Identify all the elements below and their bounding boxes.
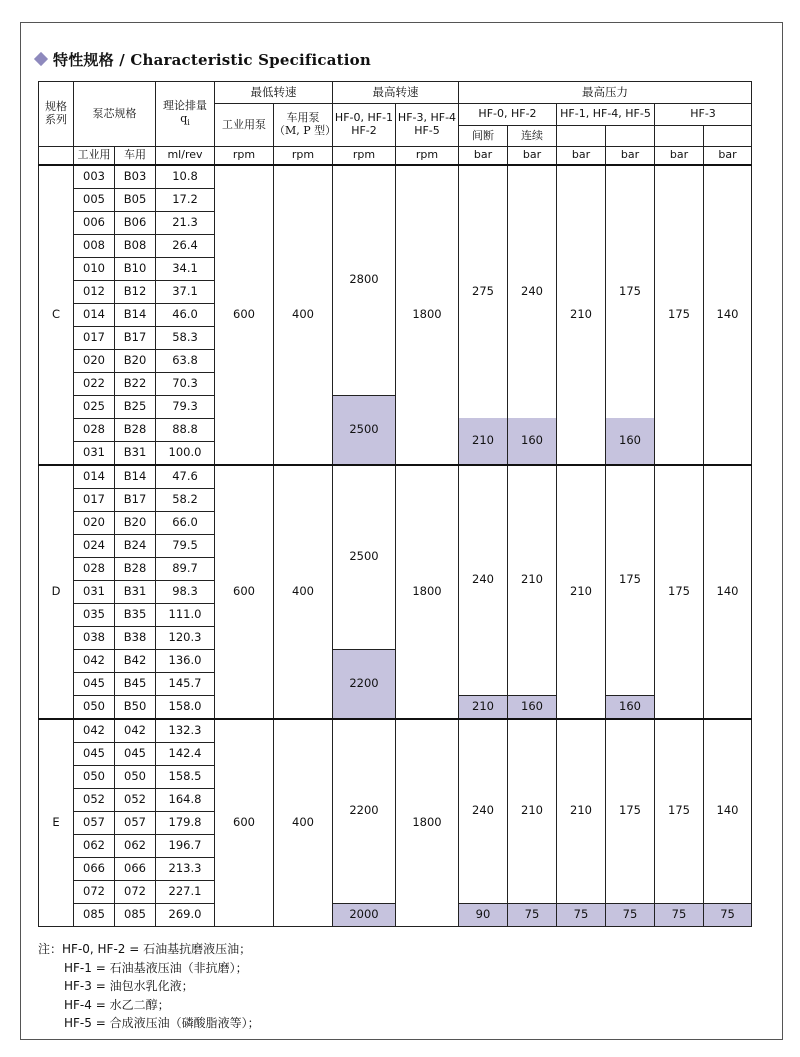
cartridge-vehicle: B10 (115, 257, 156, 280)
cartridge-industrial: 010 (74, 257, 115, 280)
cartridge-industrial: 045 (74, 742, 115, 765)
displacement-value: 98.3 (156, 580, 215, 603)
cartridge-vehicle: 085 (115, 903, 156, 926)
cartridge-vehicle: B35 (115, 603, 156, 626)
cartridge-industrial: 052 (74, 788, 115, 811)
cartridge-vehicle: 050 (115, 765, 156, 788)
pressure-hf145-alt: 160 (606, 418, 655, 465)
cartridge-vehicle: B42 (115, 649, 156, 672)
note-line (38, 1014, 260, 1033)
cartridge-vehicle: B20 (115, 349, 156, 372)
header-intermittent: 间断 (459, 126, 508, 147)
unit-displacement: ml/rev (156, 147, 215, 165)
max-speed-hf345: 1800 (396, 165, 459, 465)
qi-symbol: $q_i$ (180, 112, 190, 128)
series-label: D (39, 465, 74, 719)
max-speed-hf02-alt: 2200 (333, 649, 396, 719)
cartridge-vehicle: B12 (115, 280, 156, 303)
cartridge-vehicle: B31 (115, 441, 156, 465)
cartridge-vehicle: 045 (115, 742, 156, 765)
header-empty (704, 126, 752, 147)
pressure-last-row: 75 (557, 903, 606, 926)
note-line (38, 977, 260, 996)
cartridge-industrial: 020 (74, 349, 115, 372)
displacement-value: 66.0 (156, 511, 215, 534)
displacement-value: 79.5 (156, 534, 215, 557)
cartridge-industrial: 042 (74, 719, 115, 743)
max-speed-hf02-alt: 2500 (333, 395, 396, 465)
cartridge-industrial: 066 (74, 857, 115, 880)
cartridge-industrial: 022 (74, 372, 115, 395)
note-text: 油包水乳化液； (109, 979, 194, 993)
pressure-last-row: 75 (655, 903, 704, 926)
pressure-last-row: 75 (606, 903, 655, 926)
header-pressure-hf145: HF-1, HF-4, HF-5 (557, 104, 655, 126)
note-text: 合成液压油（磷酸脂液等）； (109, 1016, 260, 1030)
min-speed-industrial: 600 (215, 465, 274, 719)
note-key: HF-5 = (64, 1016, 110, 1030)
cartridge-industrial: 012 (74, 280, 115, 303)
series-label: C (39, 165, 74, 465)
unit-rpm: rpm (333, 147, 396, 165)
cartridge-industrial: 028 (74, 557, 115, 580)
displacement-value: 145.7 (156, 672, 215, 695)
displacement-value: 34.1 (156, 257, 215, 280)
cartridge-industrial: 005 (74, 188, 115, 211)
cartridge-industrial: 038 (74, 626, 115, 649)
displacement-value: 79.3 (156, 395, 215, 418)
cartridge-industrial: 072 (74, 880, 115, 903)
cartridge-industrial: 017 (74, 488, 115, 511)
pressure-last-row: 90 (459, 903, 508, 926)
unit-bar: bar (704, 147, 752, 165)
displacement-value: 21.3 (156, 211, 215, 234)
pressure-intermittent: 240 (459, 719, 508, 904)
cartridge-vehicle: 042 (115, 719, 156, 743)
displacement-value: 26.4 (156, 234, 215, 257)
pressure-hf145-cont: 175 (606, 465, 655, 696)
note-key: HF-3 = (64, 979, 110, 993)
unit-bar: bar (557, 147, 606, 165)
displacement-value: 158.0 (156, 695, 215, 719)
cartridge-vehicle: B03 (115, 165, 156, 189)
unit-bar: bar (508, 147, 557, 165)
header-empty (655, 126, 704, 147)
pressure-continuous: 210 (508, 465, 557, 696)
cartridge-industrial: 020 (74, 511, 115, 534)
max-speed-hf02: 2500 (333, 465, 396, 650)
note-key: HF-4 = (64, 997, 110, 1012)
note-line (38, 940, 260, 959)
cartridge-vehicle: B20 (115, 511, 156, 534)
note-key: HF-0, HF-2 = (62, 942, 144, 956)
displacement-value: 88.8 (156, 418, 215, 441)
displacement-value: 132.3 (156, 719, 215, 743)
displacement-value: 269.0 (156, 903, 215, 926)
unit-bar: bar (655, 147, 704, 165)
cartridge-industrial: 024 (74, 534, 115, 557)
displacement-value: 213.3 (156, 857, 215, 880)
displacement-value: 120.3 (156, 626, 215, 649)
header-speed-hf345: HF-3, HF-4 HF-5 (396, 104, 459, 147)
header-empty (557, 126, 606, 147)
displacement-label: 理论排量 (163, 99, 207, 113)
note-key: HF-1 = (64, 960, 110, 975)
cartridge-vehicle: 057 (115, 811, 156, 834)
cartridge-industrial: 045 (74, 672, 115, 695)
cartridge-industrial: 031 (74, 441, 115, 465)
pressure-hf3-int: 175 (655, 719, 704, 904)
note-text: 石油基液压油（非抗磨）； (109, 960, 248, 975)
cartridge-vehicle: B31 (115, 580, 156, 603)
displacement-value: 196.7 (156, 834, 215, 857)
cartridge-vehicle: 062 (115, 834, 156, 857)
unit-rpm: rpm (396, 147, 459, 165)
pressure-hf3-cont: 140 (704, 465, 752, 719)
displacement-value: 179.8 (156, 811, 215, 834)
cartridge-industrial: 057 (74, 811, 115, 834)
pressure-hf145-alt: 160 (606, 695, 655, 719)
header-vehicle-pump: 车用泵 （M, P 型） (274, 104, 333, 147)
cartridge-industrial: 014 (74, 303, 115, 326)
note-text: 石油基抗磨液压油； (143, 942, 252, 956)
header-industrial: 工业用 (74, 147, 115, 165)
unit-rpm: rpm (215, 147, 274, 165)
cartridge-industrial: 062 (74, 834, 115, 857)
displacement-value: 58.2 (156, 488, 215, 511)
cartridge-industrial: 017 (74, 326, 115, 349)
cartridge-industrial: 035 (74, 603, 115, 626)
displacement-value: 164.8 (156, 788, 215, 811)
max-speed-hf345: 1800 (396, 719, 459, 927)
pressure-continuous-alt: 160 (508, 695, 557, 719)
notes (38, 940, 260, 1033)
displacement-value: 46.0 (156, 303, 215, 326)
cartridge-industrial: 025 (74, 395, 115, 418)
header-speed-hf02: HF-0, HF-1 HF-2 (333, 104, 396, 147)
min-speed-vehicle: 400 (274, 165, 333, 465)
unit-bar: bar (606, 147, 655, 165)
pressure-intermittent-alt: 210 (459, 418, 508, 465)
header-empty (39, 147, 74, 165)
displacement-value: 37.1 (156, 280, 215, 303)
cartridge-vehicle: B28 (115, 418, 156, 441)
min-speed-vehicle: 400 (274, 465, 333, 719)
displacement-value: 63.8 (156, 349, 215, 372)
pressure-last-row: 75 (508, 903, 557, 926)
pressure-intermittent: 240 (459, 465, 508, 696)
note-text: 水乙二醇； (109, 997, 170, 1012)
note-line (38, 996, 260, 1015)
displacement-value: 227.1 (156, 880, 215, 903)
pressure-continuous: 240 (508, 165, 557, 419)
note-line (38, 959, 260, 978)
cartridge-industrial: 042 (74, 649, 115, 672)
cartridge-vehicle: B22 (115, 372, 156, 395)
header-series: 规格 系列 (39, 82, 74, 147)
pressure-hf145-cont: 175 (606, 165, 655, 419)
header-cartridge: 泵芯规格 (74, 82, 156, 147)
cartridge-industrial: 028 (74, 418, 115, 441)
pressure-hf3-int: 175 (655, 165, 704, 465)
pressure-hf145-int: 210 (557, 165, 606, 465)
header-empty (606, 126, 655, 147)
max-speed-hf02: 2800 (333, 165, 396, 396)
spec-table (38, 81, 752, 927)
cartridge-industrial: 050 (74, 765, 115, 788)
cartridge-vehicle: B06 (115, 211, 156, 234)
pressure-last-row: 75 (704, 903, 752, 926)
header-vehicle: 车用 (115, 147, 156, 165)
note-prefix: 注： (38, 942, 63, 956)
header-pressure-hf02: HF-0, HF-2 (459, 104, 557, 126)
displacement-value: 10.8 (156, 165, 215, 189)
pressure-hf3-int: 175 (655, 465, 704, 719)
cartridge-industrial: 003 (74, 165, 115, 189)
header-min-speed: 最低转速 (215, 82, 333, 104)
max-speed-hf02-alt: 2000 (333, 903, 396, 926)
max-speed-hf345: 1800 (396, 465, 459, 719)
pressure-continuous-alt: 160 (508, 418, 557, 465)
min-speed-industrial: 600 (215, 165, 274, 465)
min-speed-vehicle: 400 (274, 719, 333, 927)
pressure-hf145-int: 210 (557, 719, 606, 904)
displacement-value: 136.0 (156, 649, 215, 672)
cartridge-vehicle: B17 (115, 488, 156, 511)
displacement-value: 70.3 (156, 372, 215, 395)
cartridge-industrial: 050 (74, 695, 115, 719)
cartridge-vehicle: B45 (115, 672, 156, 695)
section-title (34, 48, 371, 70)
cartridge-vehicle: B24 (115, 534, 156, 557)
cartridge-industrial: 006 (74, 211, 115, 234)
cartridge-industrial: 008 (74, 234, 115, 257)
cartridge-industrial: 014 (74, 465, 115, 489)
cartridge-vehicle: B17 (115, 326, 156, 349)
header-continuous: 连续 (508, 126, 557, 147)
displacement-value: 142.4 (156, 742, 215, 765)
diamond-icon (34, 52, 48, 66)
cartridge-vehicle: 052 (115, 788, 156, 811)
unit-bar: bar (459, 147, 508, 165)
pressure-continuous: 210 (508, 719, 557, 904)
displacement-value: 17.2 (156, 188, 215, 211)
displacement-value: 100.0 (156, 441, 215, 465)
pressure-hf3-cont: 140 (704, 719, 752, 904)
displacement-value: 47.6 (156, 465, 215, 489)
cartridge-industrial: 085 (74, 903, 115, 926)
pressure-intermittent-alt: 210 (459, 695, 508, 719)
pressure-hf145-int: 210 (557, 465, 606, 719)
cartridge-industrial: 031 (74, 580, 115, 603)
header-pressure-hf3: HF-3 (655, 104, 752, 126)
max-speed-hf02: 2200 (333, 719, 396, 904)
series-label: E (39, 719, 74, 927)
displacement-value: 89.7 (156, 557, 215, 580)
min-speed-industrial: 600 (215, 719, 274, 927)
header-displacement (156, 82, 215, 147)
pressure-hf3-cont: 140 (704, 165, 752, 465)
header-max-speed: 最高转速 (333, 82, 459, 104)
displacement-value: 111.0 (156, 603, 215, 626)
displacement-value: 58.3 (156, 326, 215, 349)
cartridge-vehicle: B25 (115, 395, 156, 418)
pressure-intermittent: 275 (459, 165, 508, 419)
header-max-pressure: 最高压力 (459, 82, 752, 104)
pressure-hf145-cont: 175 (606, 719, 655, 904)
cartridge-vehicle: B50 (115, 695, 156, 719)
cartridge-vehicle: B14 (115, 465, 156, 489)
cartridge-vehicle: 066 (115, 857, 156, 880)
displacement-value: 158.5 (156, 765, 215, 788)
cartridge-vehicle: 072 (115, 880, 156, 903)
cartridge-vehicle: B05 (115, 188, 156, 211)
title-text: 特性规格 / Characteristic Specification (53, 50, 371, 69)
cartridge-vehicle: B08 (115, 234, 156, 257)
header-industrial-pump: 工业用泵 (215, 104, 274, 147)
cartridge-vehicle: B38 (115, 626, 156, 649)
unit-rpm: rpm (274, 147, 333, 165)
cartridge-vehicle: B14 (115, 303, 156, 326)
cartridge-vehicle: B28 (115, 557, 156, 580)
